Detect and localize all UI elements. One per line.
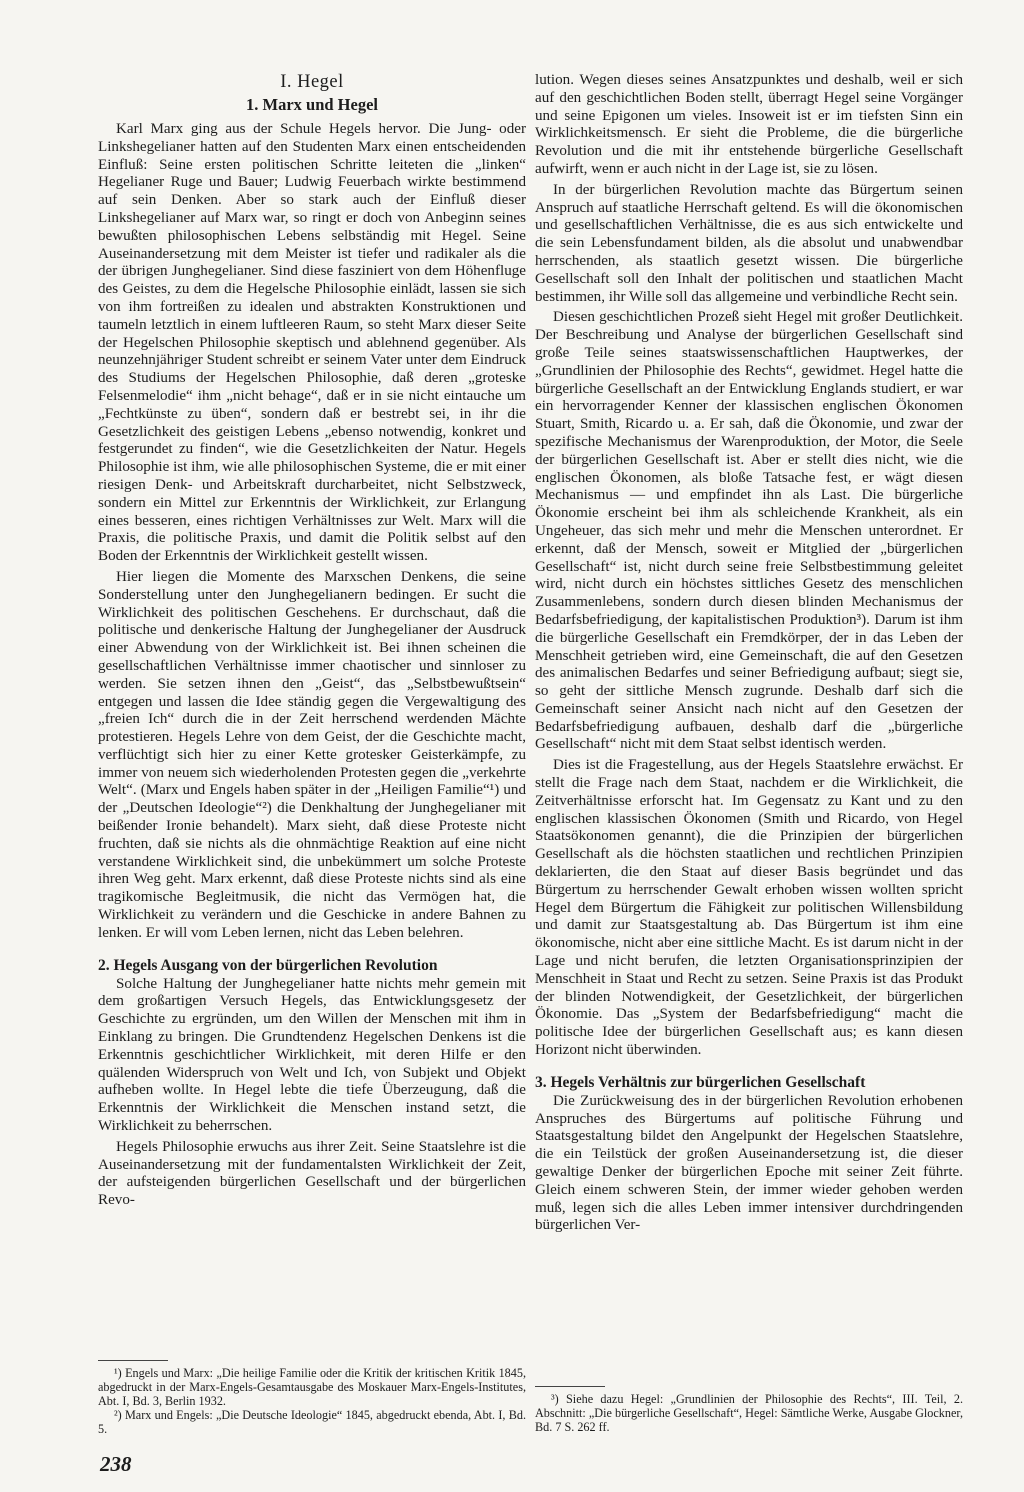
heading-hegels-ausgang: 2. Hegels Ausgang von der bürgerlichen Revolution <box>98 956 438 974</box>
footnote-2: ²) Marx und Engels: „Die Deutsche Ideologie“ 1845, abgedruckt ebenda, Abt. I, Bd. 5. <box>98 1408 526 1436</box>
footnote-3: ³) Siehe dazu Hegel: „Grundlinien der Philosophie des Rechts“, III. Teil, 2. Abschnitt: „Die bürgerliche Gesellschaft“, Hegel: Sämtliche Werke, Ausgabe Glockner, Bd. 7 S. 262 ff. <box>535 1392 963 1434</box>
sub-title-marx-und-hegel: 1. Marx und Hegel <box>246 95 378 114</box>
footnote-rule <box>535 1386 605 1387</box>
paragraph: Karl Marx ging aus der Schule Hegels hervor. Die Jung- oder Linkshegelianer hatten auf den Studenten Marx einen entscheidenden Einfluß: Seine ersten politischen Schritte leiteten die „linken“ Hegelianer Ruge und Bauer; Ludwig Feuerbach wirkte bestimmend auf sein Denken. Aber so stark auch der Einfluß dieser Linkshegelianer auf Marx war, so ringt er doch von Anbeginn seines bewußten philosophischen Lebens selbständig mit Hegel. Seine Auseinandersetzung mit dem Meister ist tiefer und radikaler als die der übrigen Junghegelianer. Sind diese fasziniert von dem Höhenfluge des Geistes, zu dem die Hegelsche Philosophie einlädt, lassen sie sich von ihm fortreißen zu idealen und abstrakten Konstruktionen und taumeln letztlich in einem luftleeren Raum, so steht Marx dieser Seite der Hegelschen Philosophie skeptisch und ablehnend gegenüber. Als neunzehnjähriger Student schreibt er seinem Vater unter dem Eindruck des Studiums der Hegelschen Philosophie, daß deren „groteske Felsenmelodie“ ihm „nicht behage“, daß er in sie nicht eintauche um „Fechtkünste zu üben“, sondern daß er bestrebt sei, in ihr die Gesetzlichkeit des geistigen Lebens „ebenso notwendig, konkret und festgerundet zu finden“, wie die Gesetzlichkeiten der Natur. Hegels Philosophie ist ihm, wie alle philosophischen Systeme, die er mit einer riesigen Denk- und Arbeitskraft durcharbeitet, nicht Selbstzweck, sondern ein Mittel zur Erkenntnis der Wirklichkeit, zur Erlangung eines besseren, eines richtigen Verhältnisses zur Welt. Marx will die Praxis, die politische Praxis, und damit die Politik selbst auf den Boden der Erkenntnis der Wirklichkeit gestellt wissen. <box>98 121 526 565</box>
footnotes-right <box>535 1378 963 1434</box>
section-title: I. Hegel <box>280 72 344 92</box>
paragraph: In der bürgerlichen Revolution machte das Bürgertum seinen Anspruch auf staatliche Herrschaft geltend. Es will die ökonomischen und gesellschaftlichen Verhältnisse, die es aus sich entwickelte und die sein Lebensfundament bilden, als die absolut und unabwendbar herrschenden, als staatlich gesetzt wissen. Die bürgerliche Gesellschaft soll den Inhalt der politischen und staatlichen Macht bestimmen, ihr Wille soll das allgemeine und verbindliche Recht sein. <box>535 181 963 305</box>
footnote-rule <box>98 1360 168 1361</box>
footnote-1: ¹) Engels und Marx: „Die heilige Familie oder die Kritik der kritischen Kritik 1845, abgedruckt in der Marx-Engels-Gesamtausgabe des Moskauer Marx-Engels-Institutes, Abt. I, Bd. 3, Berlin 1932. <box>98 1366 526 1408</box>
paragraph: Diesen geschichtlichen Prozeß sieht Hegel mit großer Deutlichkeit. Der Beschreibung und Analyse der bürgerlichen Gesellschaft sind große Teile seines staatswissenschaftlichen Hauptwerkes, der „Grundlinien der Philosophie des Rechts“, gewidmet. Hegel hatte die bürgerliche Gesellschaft an der Entwicklung Englands studiert, er war ein hervorragender Kenner der klassischen englischen Ökonomen Stuart, Smith, Ricardo u. a. Er sah, daß die Ökonomie, und zwar der spezifische Mechanismus der Warenproduktion, der Motor, die Seele der bürgerlichen Gesellschaft ist. Aber er stellt dies nicht, wie die englischen Ökonomen, als bloße Tatsache fest, er wägt diesen Mechanismus — und empfindet ihn als Last. Die bürgerliche Ökonomie erscheint bei ihm als schleichende Krankheit, als ein Ungeheuer, das sich mehr und mehr die Menschen unterordnet. Er erkennt, daß der Mensch, soweit er Mitglied der „bürgerlichen Gesellschaft“ ist, nicht durch seine freie Selbstbestimmung geleitet wird, nicht durch ein höchstes sittliches Gesetz des menschlichen Zusammenlebens, sondern durch diesen blinden Mechanismus der Bedarfsbefriedigung, der kapitalistischen Produktion³). Darum ist ihm die bürgerliche Gesellschaft ein Fremdkörper, der in das Leben der Menschheit getrieben wird, eine Gemeinschaft, die auf den Gesetzen des animalischen Bedarfes und seiner Befriedigung aufbaut; siegt sie, so geht der sittliche Mensch zugrunde. Deshalb darf sich die Gemeinschaft seiner Ansicht nach nicht auf den Gesetzen der Bedarfsbefriedigung aufbauen, deshalb darf die „bürgerliche Gesellschaft“ nicht mit dem Staat selbst identisch werden. <box>535 309 963 753</box>
left-column <box>98 72 526 1210</box>
right-column <box>535 72 963 1235</box>
paragraph: Die Zurückweisung des in der bürgerlichen Revolution erhobenen Anspruches des Bürgertums auf politische Führung und Staatsgestaltung bildet den Angelpunkt der Hegelschen Staatslehre, die ein Teilstück der großen Auseinandersetzung ist, die dieser gewaltige Denker der bürgerlichen Epoche mit seiner Zeit führte. Gleich einem schweren Stein, der immer wieder gehoben werden muß, legen sich die alles Leben immer intensiver durchdringenden bürgerlichen Ver- <box>535 1092 963 1234</box>
footnotes-left <box>98 1352 526 1436</box>
paragraph: lution. Wegen dieses seines Ansatzpunktes und deshalb, weil er sich auf den geschichtlichen Boden stellt, überragt Hegel seine Vorgänger und seine Epigonen um vieles. Insoweit ist er im tiefsten Sinn ein Wirklichkeitsmensch. Er sieht die Probleme, die die bürgerliche Revolution und die mit ihr entstehende bürgerliche Gesellschaft aufwirft, wenn er auch nicht in der Lage ist, sie zu lösen. <box>535 72 963 177</box>
paragraph: Hier liegen die Momente des Marxschen Denkens, die seine Sonderstellung unter den Junghegelianern bedingen. Er sucht die Wirklichkeit des politischen Geschehens. Er durchschaut, daß die politische und denkerische Haltung der Junghegelianer der Ausdruck einer Abwendung von der Wirklichkeit ist. Bei ihnen scheinen die gesellschaftlichen Verhältnisse immer chaotischer und sinnloser zu werden. Sie setzen ihnen den „Geist“, das „Selbstbewußtsein“ entgegen und lassen die Idee ständig gegen die Vergewaltigung des „freien Ich“ durch die in der Zeit herrschend werdenden Mächte protestieren. Hegels Lehre von dem Geist, der die Geschichte macht, verflüchtigt sich hier zu einer Kette grotesker Geisterkämpfe, zu immer von neuem sich wiederholenden Protesten gegen die „verkehrte Welt“. (Marx und Engels haben später in der „Heiligen Familie“¹) und der „Deutschen Ideologie“²) die Denkhaltung der Junghegelianer mit beißender Ironie behandelt). Marx sieht, daß diese Proteste nicht fruchten, daß sie nichts als die ohnmächtige Reaktion auf eine nicht verstandene Wirklichkeit sind, die unbekümmert um solche Proteste ihren Weg geht. Marx erkennt, daß diese Proteste nichts sind als eine tragikomische Begleitmusik, die nicht das Vermögen hat, die Wirklichkeit zu verändern und die Geschicke in andere Bahnen zu lenken. Er will vom Leben lernen, nicht das Leben belehren. <box>98 568 526 941</box>
heading-hegels-verhaeltnis: 3. Hegels Verhältnis zur bürgerlichen Gesellschaft <box>535 1073 866 1091</box>
paragraph: Dies ist die Fragestellung, aus der Hegels Staatslehre erwächst. Er stellt die Frage nach dem Staat, nachdem er die Wirklichkeit, die Zeitverhältnisse erforscht hat. Im Gegensatz zu Kant und zu den englischen klassischen Ökonomen (Smith und Ricardo, von Hegel Staatsökonomen genannt), die die Prinzipien der bürgerlichen Gesellschaft als die höchsten staatlichen und rechtlichen Prinzipien deklarierten, die den Staat auf dieser Basis begründet und das Bürgertum zu herrschender Gewalt erhoben wissen wollten spricht Hegel dem Bürgertum die Fähigkeit zur politischen Willensbildung und damit zur Staatsgestaltung ab. Das Bürgertum ist ihm eine ökonomische, nicht aber eine sittliche Macht. Es ist darum nicht in der Lage und nicht berufen, die letzten Organisationsprinzipien der Menschheit in Staat und Recht zu setzen. Seine Praxis ist das Produkt der blinden Notwendigkeit, der Gesetzlichkeit, der bürgerlichen Ökonomie. Das „System der Bedarfsbefriedigung“ macht die politische Idee der bürgerlichen Gesellschaft aus; es kann diesen Horizont nicht überwinden. <box>535 757 963 1059</box>
page-number: 238 <box>100 1452 132 1476</box>
paragraph: Solche Haltung der Junghegelianer hatte nichts mehr gemein mit dem großartigen Versuch Hegels, das Entwicklungsgesetz der Geschichte zu ergründen, um den Willen der Menschen mit ihm in Einklang zu bringen. Die Grundtendenz Hegelschen Denkens ist die Erkenntnis geschichtlicher Wirklichkeit, mit deren Hilfe er den quälenden Widerspruch von Welt und Ich, von Subjekt und Objekt aufheben wollte. In Hegel lebte die tiefe Überzeugung, daß die Erkenntnis der Wirklichkeit die Menschen instand setzt, die Wirklichkeit zu beherrschen. <box>98 975 526 1135</box>
paragraph: Hegels Philosophie erwuchs aus ihrer Zeit. Seine Staatslehre ist die Auseinandersetzung mit der fundamentalsten Wirklichkeit der Zeit, der aufsteigenden bürgerlichen Gesellschaft und der bürgerlichen Revo- <box>98 1138 526 1209</box>
